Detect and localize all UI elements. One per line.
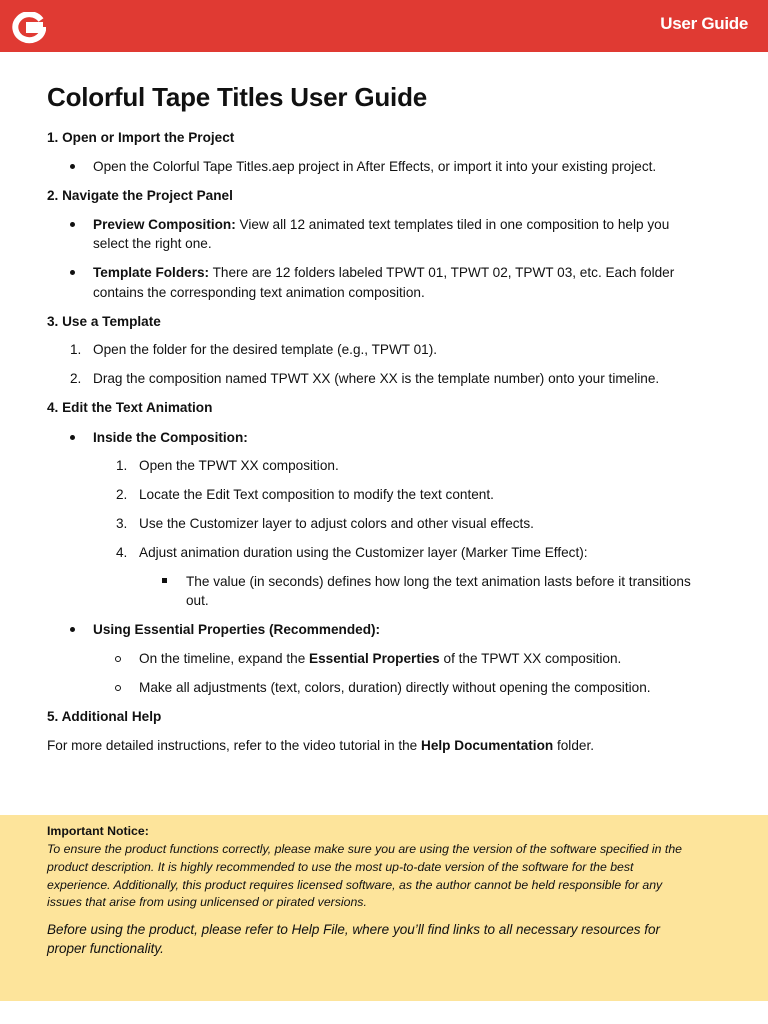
section-1-heading: 1. Open or Import the Project	[47, 130, 235, 145]
step-4: Adjust animation duration using the Customizer layer (Marker Time Effect):	[139, 545, 588, 560]
item-text: of the TPWT XX composition.	[439, 651, 622, 666]
section-3-heading: 3. Use a Template	[47, 314, 161, 329]
section-2-item-1-cont: select the right one.	[93, 236, 212, 251]
notice-line: experience. Additionally, this product requires licensed software, as the author cannot be held responsible for any	[47, 878, 663, 892]
help-documentation-term: Help Documentation	[421, 738, 554, 753]
step-1: Open the TPWT XX composition.	[139, 458, 339, 473]
inside-composition-label: Inside the Composition:	[93, 430, 248, 445]
notice-heading: Important Notice:	[47, 824, 149, 838]
template-folders-label: Template Folders:	[93, 265, 210, 280]
list-number: 1.	[116, 458, 128, 473]
section-5-text	[47, 736, 594, 756]
bullet-icon	[70, 435, 75, 440]
section-2-item-1	[93, 215, 669, 235]
list-number: 2.	[116, 487, 128, 502]
list-number: 4.	[116, 545, 128, 560]
bullet-icon	[70, 222, 75, 227]
section-4-heading: 4. Edit the Text Animation	[47, 400, 213, 415]
notice-line: product description. It is highly recommended to use the most up-to-date version of the software for the best	[47, 860, 634, 874]
square-bullet-icon	[162, 578, 167, 583]
page-title: Colorful Tape Titles User Guide	[47, 82, 428, 112]
section-3-item-1: Open the folder for the desired template (e.g., TPWT 01).	[93, 342, 438, 357]
sub-item: The value (in seconds) defines how long the text animation lasts before it transitions	[186, 574, 691, 589]
item-text: For more detailed instructions, refer to the video tutorial in the	[47, 738, 422, 753]
section-1-item: Open the Colorful Tape Titles.aep project in After Effects, or import it into your existing project.	[93, 159, 657, 174]
item-text: On the timeline, expand the	[139, 651, 310, 666]
list-number: 3.	[116, 516, 128, 531]
item-text: View all 12 animated text templates tiled in one composition to help you	[235, 217, 670, 232]
section-2-heading: 2. Navigate the Project Panel	[47, 188, 233, 203]
essential-item-1	[139, 649, 621, 669]
brand-logo-icon	[12, 12, 46, 44]
notice-line: To ensure the product functions correctly, please make sure you are using the version of the software specified in the	[47, 842, 683, 856]
section-5-heading: 5. Additional Help	[47, 709, 162, 724]
item-text: folder.	[553, 738, 594, 753]
essential-properties-term: Essential Properties	[309, 651, 440, 666]
notice-line: issues that arise from using unlicensed or pirated versions.	[47, 895, 367, 909]
sub-item-cont: out.	[186, 593, 209, 608]
important-notice-box	[0, 815, 768, 1001]
notice-footer-line: proper functionality.	[47, 941, 164, 956]
notice-footer-line: Before using the product, please refer to Help File, where you’ll find links to all necessary resources for	[47, 922, 661, 937]
item-text: There are 12 folders labeled TPWT 01, TPWT 02, TPWT 03, etc. Each folder	[209, 265, 675, 280]
section-2-item-2-cont: contains the corresponding text animation composition.	[93, 285, 425, 300]
header-title: User Guide	[660, 14, 748, 33]
circle-bullet-icon	[115, 656, 121, 662]
step-2: Locate the Edit Text composition to modify the text content.	[139, 487, 494, 502]
essential-item-2: Make all adjustments (text, colors, duration) directly without opening the composition.	[139, 680, 651, 695]
bullet-icon	[70, 164, 75, 169]
list-number: 1.	[70, 342, 82, 357]
step-3: Use the Customizer layer to adjust colors and other visual effects.	[139, 516, 534, 531]
section-3-item-2: Drag the composition named TPWT XX (where XX is the template number) onto your timeline.	[93, 371, 660, 386]
circle-bullet-icon	[115, 685, 121, 691]
preview-composition-label: Preview Composition:	[93, 217, 236, 232]
list-number: 2.	[70, 371, 82, 386]
header-bar	[0, 0, 768, 52]
section-2-item-2	[93, 263, 674, 283]
bullet-icon	[70, 627, 75, 632]
bullet-icon	[70, 270, 75, 275]
essential-properties-label: Using Essential Properties (Recommended):	[93, 622, 381, 637]
